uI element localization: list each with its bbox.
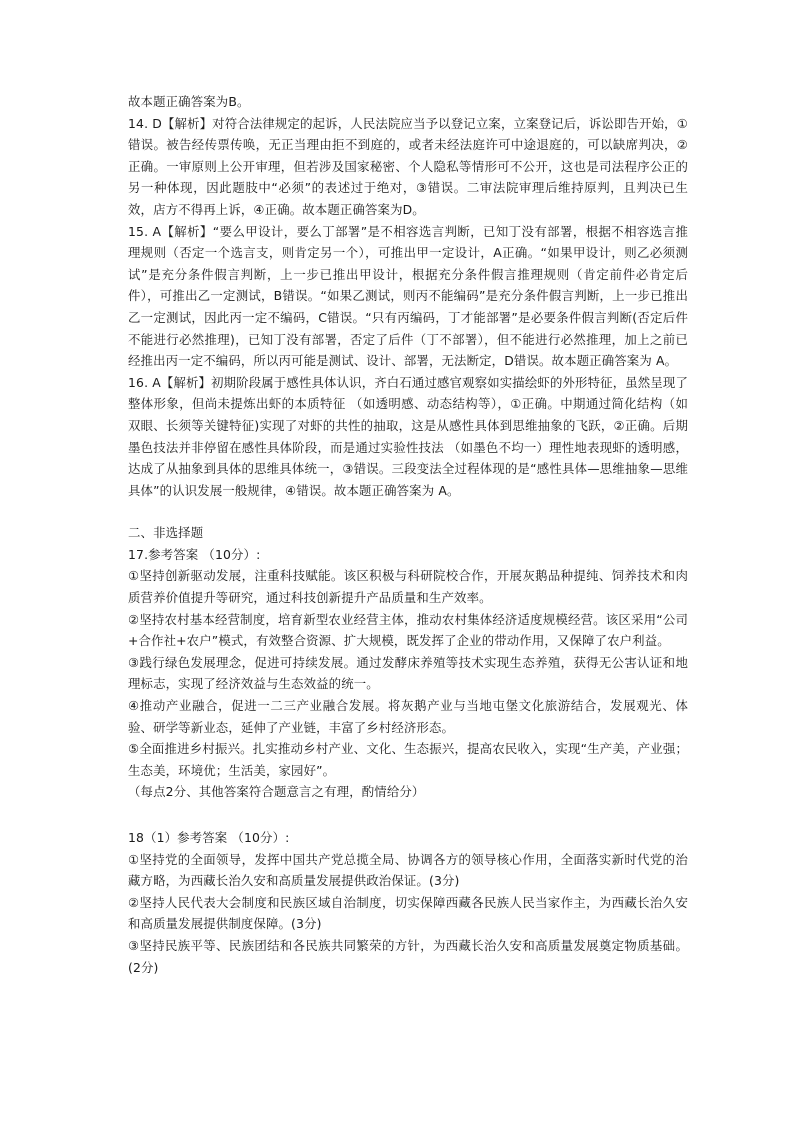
q17-point-5: ⑤全面推进乡村振兴。扎实推动乡村产业、文化、生态振兴，提高农民收入，实现“生产美，产业强；生态美，环境优；生活美，家园好”。: [128, 741, 688, 778]
q17-scoring-note: （每点2分、其他答案符合题意言之有理，酌情给分）: [128, 784, 425, 800]
section-spacer: [128, 803, 688, 827]
q18-point-1: ①坚持党的全面领导，发挥中国共产党总揽全局、协调各方的领导核心作用，全面落实新时代党的治藏方略，为西藏长治久安和高质量发展提供政治保证。(3分): [128, 851, 688, 889]
q18-answer-heading: 18（1）参考答案 （10分）:: [128, 830, 290, 845]
explanation-16: 16. A【解析】初期阶段属于感性具体认识，齐白石通过感官观察如实描绘虾的外形特征，虽然呈现了整体形象，但尚未提炼出虾的本质特征 （如透明感、动态结构等），①正确。中期通过简化结构（如双眼、长须等关键特征)实现了对虾的共性的抽取，这是从感性具体到思维抽象的飞跃，②正确。后期墨色技法并非停留在感性具体阶段，而是通过实验性技法 （如墨色不均一）理性地表现虾的透明感，达成了从抽象到具体的思维具体统一，③错误。三段变法全过程体现的是“感性具体—思维抽象—思维具体”的认识发展一般规律，④错误。故本题正确答案为 A。: [128, 374, 688, 498]
q17-point-4: ④推动产业融合，促进一二三产业融合发展。将灰鹅产业与当地屯堡文化旅游结合，发展观光、体验、研学等新业态，延伸了产业链，丰富了乡村经济形态。: [128, 698, 688, 735]
q17-point-1: ①坚持创新驱动发展，注重科技赋能。该区积极与科研院校合作，开展灰鹅品种提纯、饲养技术和肉质营养价值提升等研究，通过科技创新提升产品质量和生产效率。: [128, 568, 688, 606]
q18-point-2: ②坚持人民代表大会制度和民族区域自治制度，切实保障西藏各民族人民当家作主，为西藏长治久安和高质量发展提供制度保障。(3分): [128, 894, 688, 932]
answer-line-13: 故本题正确答案为B。: [128, 94, 250, 109]
q17-answer-heading: 17.参考答案 （10分）:: [128, 546, 261, 562]
explanation-15: 15. A【解析】“要么甲设计，要么丁部署”是不相容选言判断，已知丁没有部署，根据不相容选言推理规则（否定一个选言支，则肯定另一个），可推出甲一定设计，A正确。“如果甲设计，则乙必须测试”是充分条件假言判断，上一步已推出甲设计，根据充分条件假言推理规则（肯定前件必肯定后件），可推出乙一定测试，B错误。“如果乙测试，则丙不能编码”是充分条件假言判断，上一步已推出乙一定测试，因此丙一定不编码，C错误。“只有丙编码，丁才能部署”是必要条件假言判断(否定后件不能进行必然推理)，已知丁没有部署，否定了后件（丁不部署），但不能进行必然推理，加上之前已经推出丙一定不编码，所以丙可能是测试、设计、部署，无法断定，D错误。故本题正确答案为 A。: [128, 223, 688, 369]
explanation-14: 14. D【解析】对符合法律规定的起诉，人民法院应当予以登记立案，立案登记后，诉讼即告开始，①错误。被告经传票传唤，无正当理由拒不到庭的，或者未经法庭许可中途退庭的，可以缺席判决，②正确。一审原则上公开审理，但若涉及国家秘密、个人隐私等情形可不公开，这也是司法程序公正的另一种体现，因此题肢中“必须”的表述过于绝对，③错误。二审法院审理后维持原判，且判决已生效，店方不得再上诉，④正确。故本题正确答案为D。: [128, 115, 688, 217]
document-body: [128, 91, 688, 978]
section-spacer: [128, 501, 688, 522]
q18-point-3: ③坚持民族平等、民族团结和各民族共同繁荣的方针，为西藏长治久安和高质量发展奠定物质基础。(2分): [128, 937, 688, 975]
section-heading: 二、非选择题: [128, 525, 204, 541]
q17-point-3: ③践行绿色发展理念，促进可持续发展。通过发酵床养殖等技术实现生态养殖，获得无公害认证和地理标志，实现了经济效益与生态效益的统一。: [128, 654, 688, 692]
q17-point-2: ②坚持农村基本经营制度，培育新型农业经营主体，推动农村集体经济适度规模经营。该区采用“公司+合作社+农户”模式，有效整合资源、扩大规模，既发挥了企业的带动作用，又保障了农户利益。: [128, 611, 688, 649]
